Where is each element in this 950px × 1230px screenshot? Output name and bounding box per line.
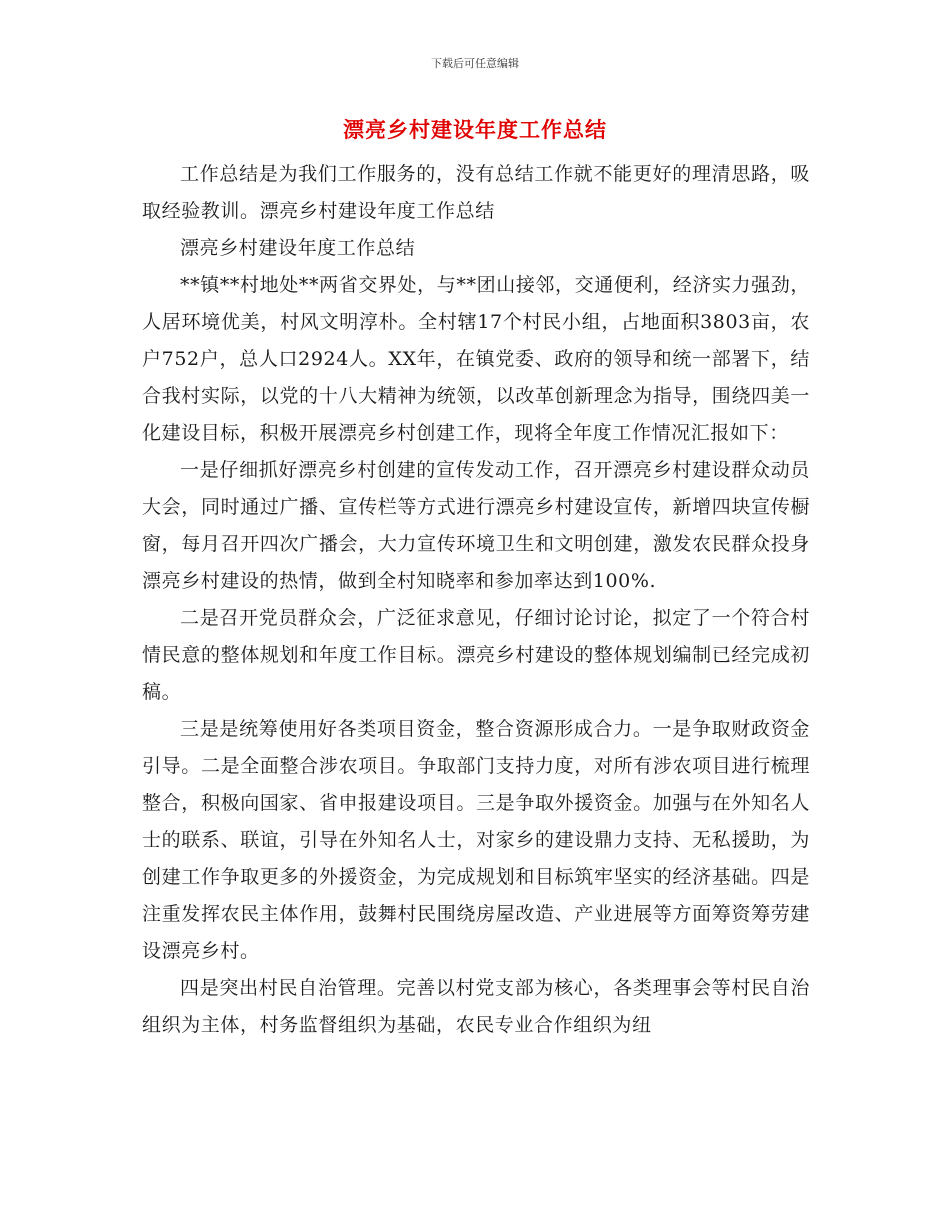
paragraph-point-1: 一是仔细抓好漂亮乡村创建的宣传发动工作，召开漂亮乡村建设群众动员大会，同时通过广播、宣传栏等方式进行漂亮乡村建设宣传，新增四块宣传橱窗，每月召开四次广播会，大力宣传环境卫生和文明创建，激发农民群众投身漂亮乡村建设的热情，做到全村知晓率和参加率达到100%. <box>142 459 810 592</box>
page-header-note: 下载后可任意编辑 <box>431 57 519 70</box>
document-title: 漂亮乡村建设年度工作总结 <box>343 118 607 142</box>
paragraph-point-3: 三是是统筹使用好各类项目资金，整合资源形成合力。一是争取财政资金引导。二是全面整合涉农项目。争取部门支持力度，对所有涉农项目进行梳理整合，积极向国家、省申报建设项目。三是争取外援资金。加强与在外知名人士的联系、联谊，引导在外知名人士，对家乡的建设鼎力支持、无私援助，为创建工作争取更多的外援资金，为完成规划和目标筑牢坚实的经济基础。四是注重发挥农民主体作用，鼓舞村民围绕房屋改造、产业进展等方面筹资筹劳建设漂亮乡村。 <box>142 718 810 962</box>
paragraph-subtitle: 漂亮乡村建设年度工作总结 <box>180 237 416 259</box>
paragraph-point-4: 四是突出村民自治管理。完善以村党支部为核心，各类理事会等村民自治组织为主体，村务监督组织为基础，农民专业合作组织为纽 <box>142 977 810 1036</box>
paragraph-overview: **镇**村地处**两省交界处，与**团山接邻，交通便利，经济实力强劲，人居环境优美，村风文明淳朴。全村辖17个村民小组，占地面积3803亩，农户752户，总人口2924人。XX年，在镇党委、政府的领导和统一部署下，结合我村实际，以党的十八大精神为统领，以改革创新理念为指导，围绕四美一化建设目标，积极开展漂亮乡村创建工作，现将全年度工作情况汇报如下： <box>142 274 810 444</box>
paragraph-point-2: 二是召开党员群众会，广泛征求意见，仔细讨论讨论，拟定了一个符合村情民意的整体规划和年度工作目标。漂亮乡村建设的整体规划编制已经完成初稿。 <box>142 607 810 703</box>
paragraph-intro: 工作总结是为我们工作服务的，没有总结工作就不能更好的理清思路，吸取经验教训。漂亮乡村建设年度工作总结 <box>142 163 810 222</box>
document-body <box>142 156 810 1044</box>
